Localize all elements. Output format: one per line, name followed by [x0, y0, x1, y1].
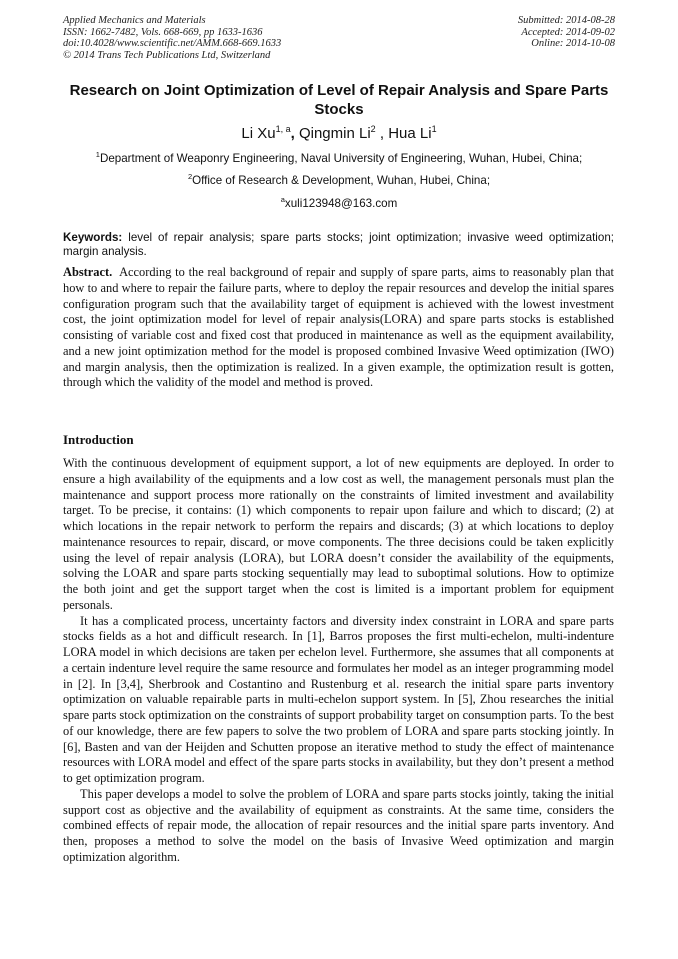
email-link[interactable]: xuli123948@163.com [284, 197, 398, 210]
author-separator: , [375, 125, 389, 142]
affiliation-text: Department of Weaponry Engineering, Naval University of Engineering, Wuhan, Hubei, China; [99, 152, 583, 165]
body-paragraph: It has a complicated process, uncertainty factors and diversity index constraint in LORA and spare parts stocks fields as a hot and difficult research. In [1], Barros proposes the first multi-echelon, multi-indenture LORA model in which decisions are taken per echelon level. Furthermore, she assumes that all components at a certain indenture level require the same resource and formulates her model as an integer programming model in [2]. In [3,4], Sherbrook and Costantino and Rustenburg et al. research the initial spare parts inventory optimization on valuable repairable parts in multi-echelon support system. In [5], Zhou researches the initial spare parts stock optimization on the constraints of support probability target on consumption parts. To the best of our knowledge, there are few papers to solve the two problem of LORA and spare parts stocking jointly. In [6], Basten and van der Heijden and Schutten propose an iterative method to study the effect of maintenance resources with LORA model and effect of the spare parts stocks in availability, but they don’t present a method to get optimization program. [63, 613, 614, 785]
author-name: Qingmin Li [298, 125, 371, 142]
affiliation-mark: 2 [187, 172, 193, 181]
keywords-label: Keywords: [63, 231, 123, 244]
author-name: Hua Li [388, 125, 432, 142]
abstract-label: Abstract. [63, 265, 113, 279]
affiliation-2 [40, 173, 638, 188]
keywords-text: level of repair analysis; spare parts stocks; joint optimization; invasive weed optimization; margin analysis. [63, 231, 614, 258]
author-affiliation-mark: 1, a [275, 124, 291, 134]
affiliation-mark: a [280, 195, 285, 204]
abstract-block [63, 265, 614, 391]
dates-header [518, 15, 615, 50]
introduction-body [63, 456, 614, 866]
keywords-block [63, 231, 614, 258]
paper-title: Research on Joint Optimization of Level of Repair Analysis and Spare Parts Stocks [69, 82, 609, 118]
author-affiliation-mark: 1 [431, 124, 437, 134]
journal-name: Applied Mechanics and Materials [63, 15, 206, 26]
body-paragraph: With the continuous development of equipment support, a lot of new equipments are deployed. In order to ensure a high availability of the equipments and a low cost as well, the management personals must plan the maintenance and support process more rationally on the constraints of limited investment and availability target. To be precise, it contains: (1) which components to repair upon failure and which to discard; (2) at which locations in the repair network to perform the repairs and discards; (3) at which locations to deploy maintenance resources to repair, discard, or move components. The three decisions could be taken explicitly using the level of repair analysis (LORA), but LORA doesn’t consider the availability of the equipments, solving the LOAR and spare parts stocking sequentially may lead to suboptimal solutions. How to optimize the both joint and get the support target when the cost is limited is a important problem for equipment personals. [63, 456, 614, 612]
affiliation-mark: 1 [95, 150, 100, 159]
author-list [60, 124, 618, 144]
affiliation-text: Office of Research & Development, Wuhan, Hubei, China; [192, 174, 491, 187]
author-separator: , [290, 125, 299, 142]
journal-header [63, 15, 281, 61]
copyright-line: © 2014 Trans Tech Publications Ltd, Switzerland [63, 49, 271, 61]
accepted-date: Accepted: 2014-09-02 [521, 26, 615, 38]
section-heading-introduction: Introduction [63, 432, 134, 447]
affiliation-1 [40, 151, 638, 166]
issn-line: ISSN: 1662-7482, Vols. 668-669, pp 1633-1636 [63, 26, 263, 38]
author-name: Li Xu [241, 125, 276, 142]
online-date: Online: 2014-10-08 [531, 38, 615, 49]
doi-link[interactable]: doi:10.4028/www.scientific.net/AMM.668-669.1633 [63, 38, 282, 49]
contact-email [40, 196, 638, 211]
author-affiliation-mark: 2 [370, 124, 376, 134]
body-paragraph: This paper develops a model to solve the problem of LORA and spare parts stocks jointly, taking the initial support cost as objective and the availability of equipment as constraints. At the same time, considers the combined effects of repair mode, the allocation of repair resources and the initial spare parts inventory. And then, proposes a method to solve the model on the basis of Invasive Weed optimization and margin optimization algorithm. [63, 786, 614, 864]
abstract-text: According to the real background of repair and supply of spare parts, aims to reasonably plan that how to and where to repair the failure parts, where to deploy the repair resources and develop the initial spares configuration program such that the availability target of equipment is achieved with the lowest investment cost, the joint optimization model for level of repair analysis(LORA) and spare parts stocks is established consisting of variable cost and fixed cost that produced in maintenance as well as the equipment availability, and a new joint optimization method for the model is proposed combined Invasive Weed optimization (IWO) and margin analysis, then the optimization is realized. In a given example, the optimization result is gotten, through which the validity of the model and method is proved. [63, 265, 614, 390]
submitted-date: Submitted: 2014-08-28 [517, 15, 615, 26]
